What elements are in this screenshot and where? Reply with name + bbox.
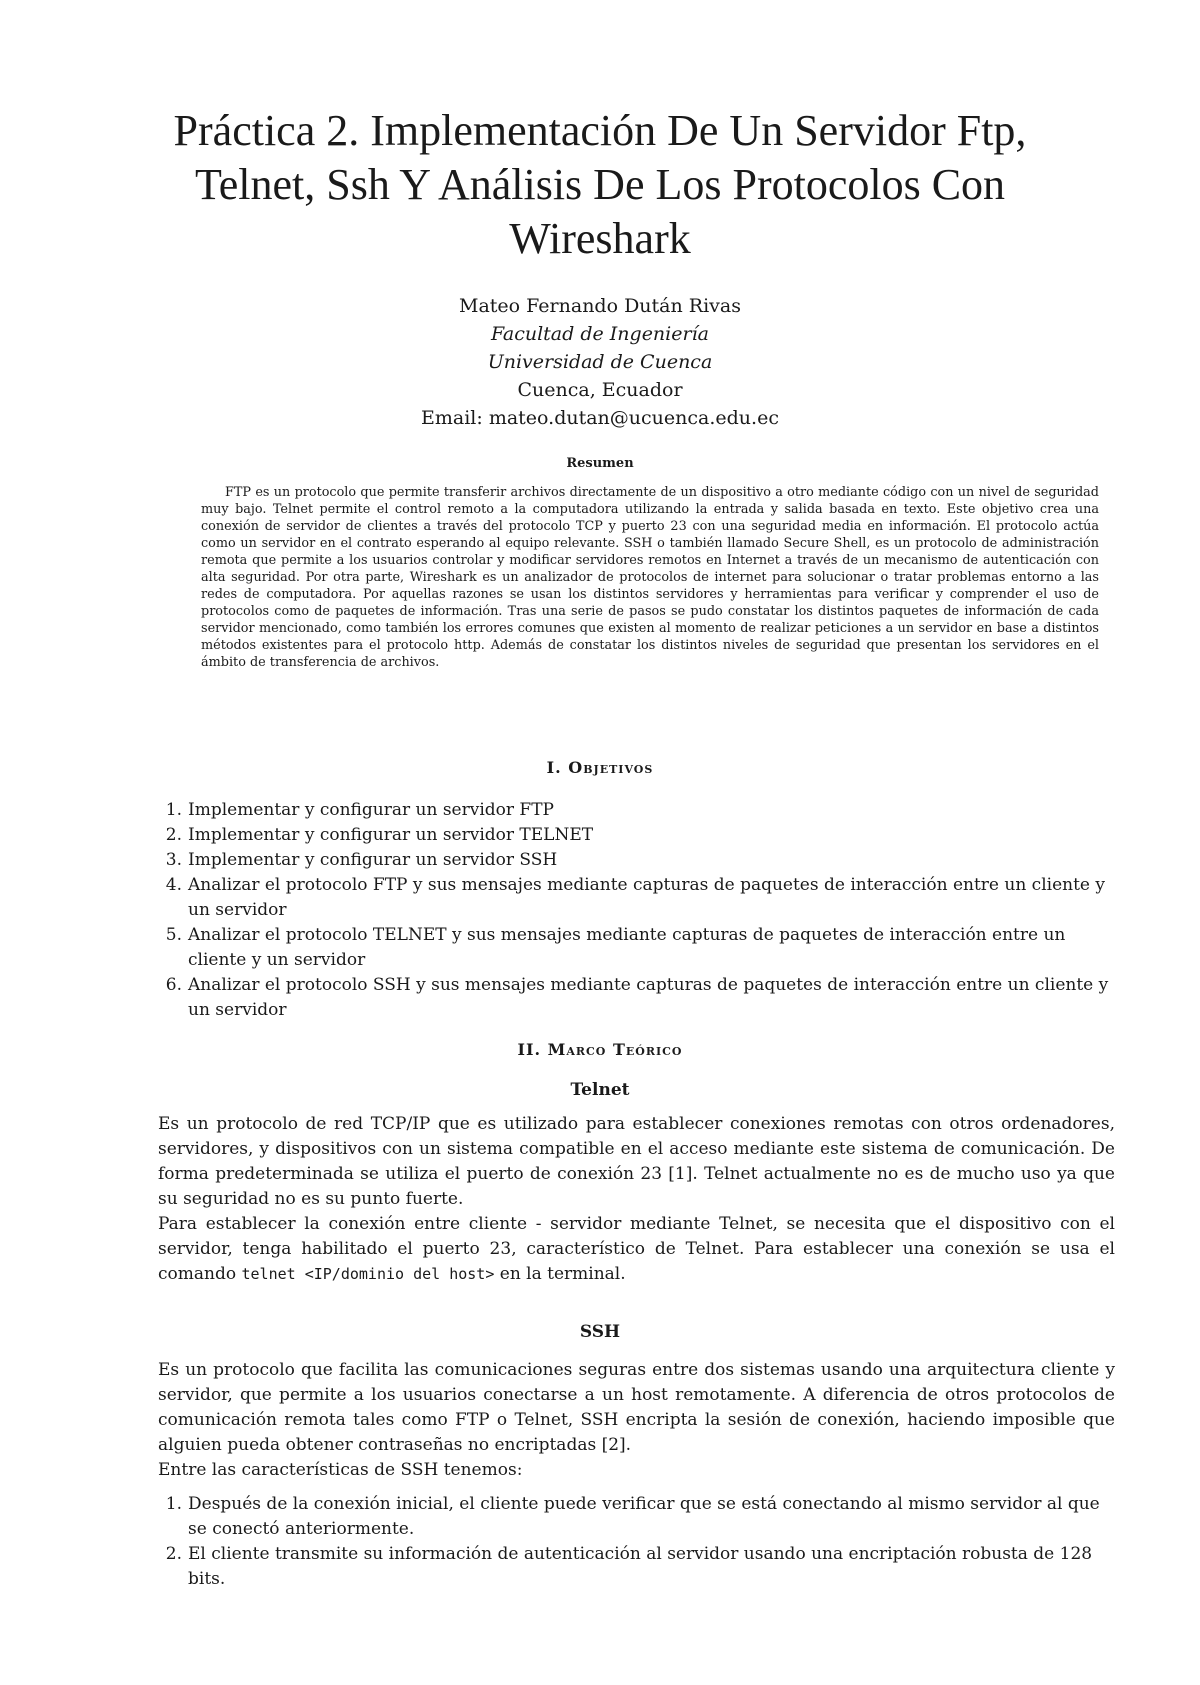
list-item-number: 2. xyxy=(165,825,182,845)
abstract-text: FTP es un protocolo que permite transferir archivos directamente de un dispositivo a otro mediante código con un nivel de seguridad muy bajo. Telnet permite el control remoto a la computadora utilizando la entrada y salida basada en texto. Este objetivo crea una conexión de servidor de clientes a través del protocolo TCP y puerto 23 con una seguridad media en información. El protocolo actúa como un servidor en el contrato esperando al equipo relevante. SSH o también llamado Secure Shell, es un protocolo de administración remota que permite a los usuarios controlar y modificar servidores remotos en Internet a través de un mecanismo de autenticación con alta seguridad. Por otra parte, Wireshark es un analizador de protocolos de internet para solucionar o tratar problemas entorno a las redes de computadora. Por aquellas razones se usan los distintos servidores y herramientas para verificar y comprender el uso de protocolos como de paquetes de información. Tras una serie de pasos se pudo constatar los distintos paquetes de información de cada servidor mencionado, como también los errores comunes que existen al momento de realizar peticiones a un servidor en base a distintos métodos existentes para el protocolo http. Además de constatar los distintos niveles de seguridad que presentan los servidores en el ámbito de transferencia de archivos. xyxy=(201,485,1099,670)
subheading-ssh: SSH xyxy=(579,1322,621,1342)
list-item-number: 5. xyxy=(165,925,182,945)
list-item-text: Implementar y configurar un servidor TELNET xyxy=(188,825,594,845)
telnet-paragraph-2 xyxy=(158,1212,1115,1287)
list-item-text: Analizar el protocolo SSH y sus mensajes mediante capturas de paquetes de interacción entre un cliente y un servidor xyxy=(188,975,1109,1020)
author-faculty: Facultad de Ingeniería xyxy=(491,323,709,345)
list-item xyxy=(156,848,1116,873)
author-location: Cuenca, Ecuador xyxy=(517,379,683,401)
list-item-number: 4. xyxy=(165,875,182,895)
list-item-text: Analizar el protocolo FTP y sus mensajes mediante capturas de paquetes de interacción entre un cliente y un servidor xyxy=(188,875,1105,920)
ssh-paragraph-2: Entre las características de SSH tenemos: xyxy=(158,1460,523,1480)
paper-title: Práctica 2. Implementación De Un Servidor Ftp, Telnet, Ssh Y Análisis De Los Protocolos Con Wireshark xyxy=(173,106,1027,263)
list-item-number: 6. xyxy=(165,975,182,995)
abstract-heading: Resumen xyxy=(566,456,634,471)
list-item-number: 3. xyxy=(165,850,182,870)
list-item xyxy=(156,1542,1116,1592)
list-item-text: Implementar y configurar un servidor SSH xyxy=(188,850,558,870)
list-item xyxy=(156,923,1116,973)
section-heading-marco-teorico: II. Marco Teórico xyxy=(517,1040,683,1059)
ssh-features-list xyxy=(156,1492,1116,1592)
telnet-paragraph-2-end: en la terminal. xyxy=(494,1264,626,1284)
author-university: Universidad de Cuenca xyxy=(487,351,713,373)
section-heading-objetivos: I. Objetivos xyxy=(546,758,654,777)
list-item-text: Después de la conexión inicial, el cliente puede verificar que se está conectando al mismo servidor al que se conectó anteriormente. xyxy=(188,1494,1100,1539)
subheading-telnet: Telnet xyxy=(570,1080,630,1100)
list-item-number: 2. xyxy=(165,1544,182,1564)
author-email: Email: mateo.dutan@ucuenca.edu.ec xyxy=(421,407,779,429)
list-item xyxy=(156,873,1116,923)
ssh-section-body xyxy=(158,1358,1115,1483)
list-item-number: 1. xyxy=(165,1494,182,1514)
telnet-paragraph-1: Es un protocolo de red TCP/IP que es utilizado para establecer conexiones remotas con otros ordenadores, servidores, y dispositivos con un sistema compatible en el acceso mediante este sistema de comunicación. De forma predeterminada se utiliza el puerto de conexión 23 [1]. Telnet actualmente no es de mucho uso ya que su seguridad no es su punto fuerte. xyxy=(158,1114,1115,1209)
list-item xyxy=(156,798,1116,823)
author-block xyxy=(200,292,1000,432)
list-item-text: Analizar el protocolo TELNET y sus mensajes mediante capturas de paquetes de interacción entre un cliente y un servidor xyxy=(188,925,1066,970)
objetivos-list xyxy=(156,798,1116,1023)
list-item xyxy=(156,1492,1116,1542)
telnet-section-body xyxy=(158,1112,1115,1287)
list-item xyxy=(156,823,1116,848)
list-item-number: 1. xyxy=(165,800,182,820)
ssh-paragraph-1: Es un protocolo que facilita las comunicaciones seguras entre dos sistemas usando una arquitectura cliente y servidor, que permite a los usuarios conectarse a un host remotamente. A diferencia de otros protocolos de comunicación remota tales como FTP o Telnet, SSH encripta la sesión de conexión, haciendo imposible que alguien pueda obtener contraseñas no encriptadas [2]. xyxy=(158,1360,1115,1455)
telnet-command-code: telnet <IP/dominio del host> xyxy=(241,1265,495,1283)
list-item-text: Implementar y configurar un servidor FTP xyxy=(188,800,554,820)
list-item xyxy=(156,973,1116,1023)
telnet-paragraph-2-text: Para establecer la conexión entre cliente - servidor mediante Telnet, se necesita que el dispositivo con el servidor, tenga habilitado el puerto 23, característico de Telnet. Para establecer una conexión se usa el comando xyxy=(158,1214,1115,1284)
author-name: Mateo Fernando Dután Rivas xyxy=(459,295,741,317)
list-item-text: El cliente transmite su información de autenticación al servidor usando una encriptación robusta de 128 bits. xyxy=(188,1544,1093,1589)
